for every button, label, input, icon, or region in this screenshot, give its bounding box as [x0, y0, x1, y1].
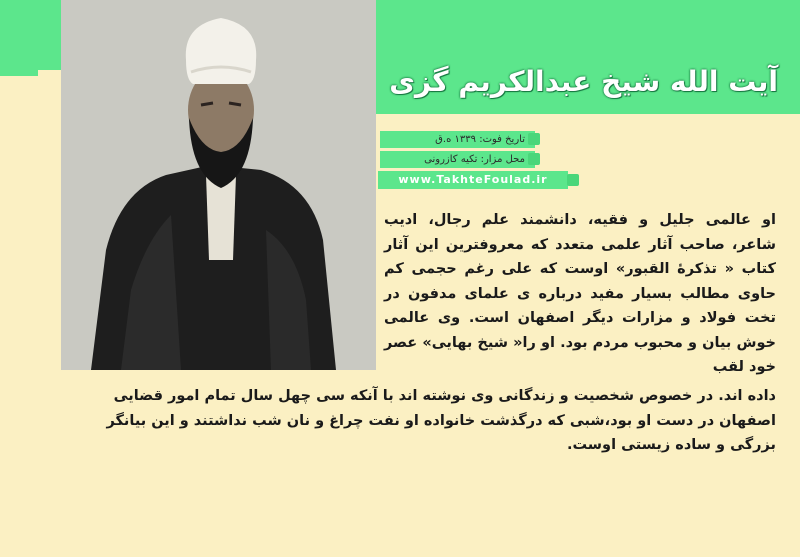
bullet-icon	[528, 153, 540, 165]
burial-place: محل مزار: تکیه کازرونی	[380, 151, 535, 168]
page-title: آیت الله شیخ عبدالکریم گزی	[389, 65, 778, 98]
website-link[interactable]: www.TakhteFoulad.ir	[378, 171, 568, 189]
bullet-icon	[567, 174, 579, 186]
biography-paragraph-top: او عالمی جلیل و فقیه، دانشمند علم رجال، ادیب شاعر، صاحب آثار علمی متعدد که معروفترین این آثار کتاب « تذکرهٔ القبور» اوست که علی رغم حجمی کم حاوی مطالب بسیار مفید درباره ی علمای مدفون در تخت فولاد و مزارات دیگر اصفهان است. وی عالمی خوش بیان و محبوب مردم بود. او را« شیخ بهایی» عصر خود لقب	[384, 212, 776, 375]
death-date: تاریخ فوت: ۱۳۳۹ ه.ق	[380, 131, 535, 148]
portrait-photo	[61, 0, 376, 370]
bullet-icon	[528, 133, 540, 145]
bottom-border	[38, 544, 800, 557]
left-strip	[0, 76, 50, 557]
portrait-illustration	[61, 0, 376, 370]
biography-paragraph-bottom: داده اند. در خصوص شخصیت و زندگانی وی نوشته اند با آنکه سی چهل سال تمام امور قضایی اصفهان در دست او بود،شبی که درگذشت خانواده او نفت چراغ و نان شب نداشتند و این بیانگر بزرگی و ساده زیستی اوست.	[106, 388, 776, 453]
